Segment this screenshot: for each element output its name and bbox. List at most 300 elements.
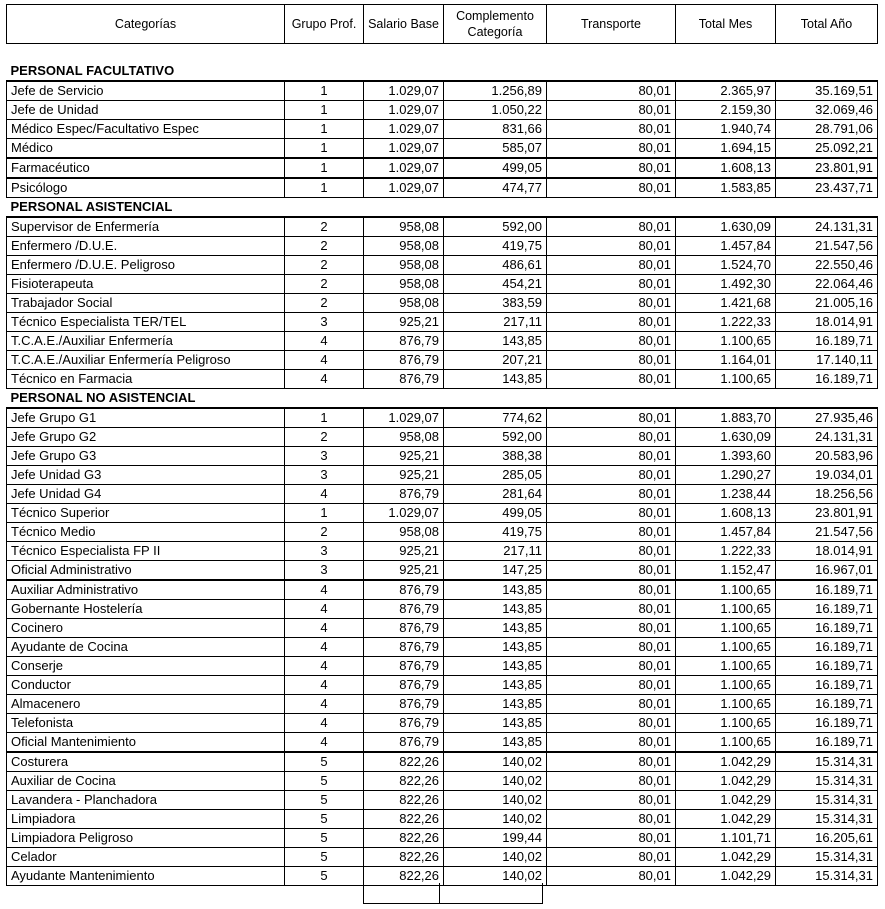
cell-total-mes: 1.101,71 (676, 829, 776, 848)
cell-salario-base: 1.029,07 (364, 120, 444, 139)
footer-complemento-cell (440, 883, 543, 904)
cell-transporte: 80,01 (547, 485, 676, 504)
table-row (7, 676, 878, 695)
salary-table-body (7, 62, 878, 886)
header-complemento-line2: Categoría (467, 25, 523, 39)
cell-total-anio: 16.189,71 (776, 370, 878, 389)
cell-complemento: 143,85 (444, 714, 547, 733)
cell-grupo: 4 (285, 332, 364, 351)
cell-total-mes: 1.222,33 (676, 313, 776, 332)
cell-total-anio: 35.169,51 (776, 81, 878, 101)
cell-grupo: 5 (285, 829, 364, 848)
cell-grupo: 4 (285, 695, 364, 714)
cell-salario-base: 822,26 (364, 829, 444, 848)
cell-grupo: 2 (285, 256, 364, 275)
cell-total-anio: 32.069,46 (776, 101, 878, 120)
cell-total-anio: 15.314,31 (776, 791, 878, 810)
cell-grupo: 4 (285, 714, 364, 733)
cell-salario-base: 822,26 (364, 810, 444, 829)
cell-salario-base: 876,79 (364, 580, 444, 600)
cell-total-anio: 19.034,01 (776, 466, 878, 485)
cell-salario-base: 876,79 (364, 676, 444, 695)
cell-salario-base: 925,21 (364, 542, 444, 561)
cell-salario-base: 958,08 (364, 428, 444, 447)
cell-grupo: 1 (285, 81, 364, 101)
cell-categoria: Enfermero /D.U.E. (7, 237, 285, 256)
cell-total-mes: 1.100,65 (676, 580, 776, 600)
cell-grupo: 4 (285, 619, 364, 638)
cell-grupo: 1 (285, 139, 364, 159)
cell-total-anio: 22.550,46 (776, 256, 878, 275)
cell-categoria: Médico (7, 139, 285, 159)
cell-transporte: 80,01 (547, 504, 676, 523)
cell-transporte: 80,01 (547, 408, 676, 428)
cell-total-anio: 18.014,91 (776, 542, 878, 561)
cell-complemento: 140,02 (444, 810, 547, 829)
cell-categoria: Jefe de Servicio (7, 81, 285, 101)
cell-total-mes: 1.222,33 (676, 542, 776, 561)
cell-grupo: 4 (285, 600, 364, 619)
header-categorias: Categorías (7, 5, 285, 44)
cell-total-anio: 16.189,71 (776, 733, 878, 753)
cell-categoria: Técnico en Farmacia (7, 370, 285, 389)
cell-salario-base: 958,08 (364, 217, 444, 237)
cell-salario-base: 876,79 (364, 695, 444, 714)
cell-categoria: Conductor (7, 676, 285, 695)
cell-salario-base: 822,26 (364, 867, 444, 886)
table-row (7, 752, 878, 772)
section-title: PERSONAL NO ASISTENCIAL (10, 390, 196, 405)
table-row (7, 313, 878, 332)
cell-transporte: 80,01 (547, 791, 676, 810)
cell-complemento: 143,85 (444, 657, 547, 676)
cell-complemento: 143,85 (444, 733, 547, 753)
cell-salario-base: 876,79 (364, 370, 444, 389)
cell-categoria: Médico Espec/Facultativo Espec (7, 120, 285, 139)
section-title: PERSONAL ASISTENCIAL (10, 199, 173, 214)
cell-grupo: 5 (285, 810, 364, 829)
cell-transporte: 80,01 (547, 332, 676, 351)
cell-total-anio: 24.131,31 (776, 428, 878, 447)
cell-grupo: 2 (285, 294, 364, 313)
cell-total-anio: 23.801,91 (776, 158, 878, 178)
cell-complemento: 217,11 (444, 313, 547, 332)
cell-categoria: Jefe Unidad G4 (7, 485, 285, 504)
cell-grupo: 3 (285, 542, 364, 561)
cell-grupo: 4 (285, 580, 364, 600)
cell-total-mes: 1.042,29 (676, 791, 776, 810)
cell-total-mes: 1.100,65 (676, 600, 776, 619)
cell-categoria: Lavandera - Planchadora (7, 791, 285, 810)
table-row (7, 580, 878, 600)
cell-categoria: Ayudante de Cocina (7, 638, 285, 657)
cell-grupo: 4 (285, 351, 364, 370)
cell-salario-base: 876,79 (364, 638, 444, 657)
cell-complemento: 383,59 (444, 294, 547, 313)
cell-total-anio: 25.092,21 (776, 139, 878, 159)
table-row (7, 256, 878, 275)
cell-total-anio: 21.547,56 (776, 237, 878, 256)
cell-total-anio: 16.189,71 (776, 332, 878, 351)
cell-complemento: 1.050,22 (444, 101, 547, 120)
cell-total-mes: 1.630,09 (676, 428, 776, 447)
cell-total-anio: 16.189,71 (776, 600, 878, 619)
cell-total-mes: 1.457,84 (676, 523, 776, 542)
cell-grupo: 4 (285, 657, 364, 676)
cell-complemento: 140,02 (444, 772, 547, 791)
cell-categoria: T.C.A.E./Auxiliar Enfermería Peligroso (7, 351, 285, 370)
cell-complemento: 454,21 (444, 275, 547, 294)
cell-transporte: 80,01 (547, 657, 676, 676)
cell-transporte: 80,01 (547, 428, 676, 447)
table-row (7, 275, 878, 294)
cell-salario-base: 958,08 (364, 237, 444, 256)
cell-grupo: 5 (285, 867, 364, 886)
cell-transporte: 80,01 (547, 81, 676, 101)
cell-total-anio: 17.140,11 (776, 351, 878, 370)
cell-total-mes: 1.608,13 (676, 504, 776, 523)
cell-salario-base: 925,21 (364, 466, 444, 485)
cell-transporte: 80,01 (547, 217, 676, 237)
cell-grupo: 3 (285, 466, 364, 485)
cell-grupo: 1 (285, 178, 364, 198)
cell-transporte: 80,01 (547, 313, 676, 332)
cell-total-mes: 1.152,47 (676, 561, 776, 581)
cell-grupo: 2 (285, 217, 364, 237)
cell-complemento: 143,85 (444, 370, 547, 389)
cell-categoria: Técnico Medio (7, 523, 285, 542)
cell-complemento: 207,21 (444, 351, 547, 370)
cell-salario-base: 876,79 (364, 332, 444, 351)
cell-salario-base: 958,08 (364, 275, 444, 294)
cell-grupo: 4 (285, 733, 364, 753)
cell-salario-base: 876,79 (364, 485, 444, 504)
cell-total-anio: 18.256,56 (776, 485, 878, 504)
cell-total-anio: 15.314,31 (776, 752, 878, 772)
cell-categoria: Limpiadora Peligroso (7, 829, 285, 848)
cell-transporte: 80,01 (547, 447, 676, 466)
table-row (7, 714, 878, 733)
cell-total-mes: 1.524,70 (676, 256, 776, 275)
cell-transporte: 80,01 (547, 370, 676, 389)
cell-complemento: 419,75 (444, 523, 547, 542)
cell-categoria: Jefe Grupo G3 (7, 447, 285, 466)
cell-salario-base: 1.029,07 (364, 158, 444, 178)
cell-total-anio: 23.437,71 (776, 178, 878, 198)
cell-total-mes: 1.940,74 (676, 120, 776, 139)
table-row (7, 733, 878, 753)
table-row (7, 791, 878, 810)
table-row (7, 466, 878, 485)
cell-total-mes: 1.042,29 (676, 752, 776, 772)
cell-complemento: 774,62 (444, 408, 547, 428)
cell-total-anio: 15.314,31 (776, 848, 878, 867)
table-row (7, 217, 878, 237)
cell-salario-base: 1.029,07 (364, 101, 444, 120)
table-row (7, 523, 878, 542)
cell-grupo: 5 (285, 848, 364, 867)
cell-categoria: Telefonista (7, 714, 285, 733)
cell-total-anio: 21.005,16 (776, 294, 878, 313)
cell-transporte: 80,01 (547, 714, 676, 733)
cell-categoria: Psicólogo (7, 178, 285, 198)
cell-transporte: 80,01 (547, 294, 676, 313)
cell-salario-base: 925,21 (364, 313, 444, 332)
header-complemento-categoria (444, 5, 547, 44)
cell-total-mes: 2.365,97 (676, 81, 776, 101)
cell-transporte: 80,01 (547, 638, 676, 657)
cell-salario-base: 876,79 (364, 600, 444, 619)
cell-total-anio: 16.205,61 (776, 829, 878, 848)
cell-complemento: 592,00 (444, 428, 547, 447)
table-row (7, 332, 878, 351)
cell-transporte: 80,01 (547, 733, 676, 753)
cell-complemento: 499,05 (444, 504, 547, 523)
cell-grupo: 1 (285, 408, 364, 428)
cell-transporte: 80,01 (547, 158, 676, 178)
cell-salario-base: 822,26 (364, 752, 444, 772)
cell-complemento: 1.256,89 (444, 81, 547, 101)
table-row (7, 428, 878, 447)
cell-transporte: 80,01 (547, 120, 676, 139)
cell-grupo: 3 (285, 447, 364, 466)
cell-categoria: Técnico Especialista FP II (7, 542, 285, 561)
cell-transporte: 80,01 (547, 101, 676, 120)
cell-total-mes: 1.608,13 (676, 158, 776, 178)
cell-categoria: Jefe Unidad G3 (7, 466, 285, 485)
cell-categoria: Celador (7, 848, 285, 867)
cell-total-anio: 22.064,46 (776, 275, 878, 294)
cell-transporte: 80,01 (547, 695, 676, 714)
cell-total-mes: 1.164,01 (676, 351, 776, 370)
cell-categoria: Supervisor de Enfermería (7, 217, 285, 237)
cell-complemento: 217,11 (444, 542, 547, 561)
cell-total-mes: 1.290,27 (676, 466, 776, 485)
cell-transporte: 80,01 (547, 619, 676, 638)
cell-complemento: 147,25 (444, 561, 547, 581)
cell-total-mes: 1.100,65 (676, 370, 776, 389)
section-title: PERSONAL FACULTATIVO (10, 63, 175, 78)
section-header-row (7, 389, 878, 409)
cell-grupo: 4 (285, 485, 364, 504)
cell-transporte: 80,01 (547, 829, 676, 848)
table-row (7, 810, 878, 829)
cell-complemento: 592,00 (444, 217, 547, 237)
table-row (7, 158, 878, 178)
cell-total-anio: 16.189,71 (776, 714, 878, 733)
table-row (7, 829, 878, 848)
cell-complemento: 419,75 (444, 237, 547, 256)
table-row (7, 600, 878, 619)
cell-salario-base: 958,08 (364, 294, 444, 313)
cell-total-anio: 28.791,06 (776, 120, 878, 139)
cell-transporte: 80,01 (547, 275, 676, 294)
cell-complemento: 143,85 (444, 676, 547, 695)
cell-categoria: Costurera (7, 752, 285, 772)
cell-total-anio: 15.314,31 (776, 810, 878, 829)
table-row (7, 772, 878, 791)
cell-salario-base: 958,08 (364, 523, 444, 542)
cell-complemento: 281,64 (444, 485, 547, 504)
cell-transporte: 80,01 (547, 676, 676, 695)
cell-total-anio: 16.189,71 (776, 676, 878, 695)
cell-complemento: 199,44 (444, 829, 547, 848)
cell-transporte: 80,01 (547, 772, 676, 791)
cell-complemento: 143,85 (444, 580, 547, 600)
cell-total-mes: 1.393,60 (676, 447, 776, 466)
cell-total-anio: 18.014,91 (776, 313, 878, 332)
cell-categoria: T.C.A.E./Auxiliar Enfermería (7, 332, 285, 351)
cell-transporte: 80,01 (547, 561, 676, 581)
cell-total-anio: 16.189,71 (776, 695, 878, 714)
cell-complemento: 140,02 (444, 867, 547, 886)
table-row (7, 638, 878, 657)
cell-total-mes: 1.100,65 (676, 619, 776, 638)
cell-grupo: 1 (285, 158, 364, 178)
cell-complemento: 388,38 (444, 447, 547, 466)
table-row (7, 370, 878, 389)
cell-total-anio: 15.314,31 (776, 772, 878, 791)
cell-complemento: 285,05 (444, 466, 547, 485)
table-row (7, 848, 878, 867)
cell-grupo: 5 (285, 772, 364, 791)
table-row (7, 619, 878, 638)
cell-categoria: Trabajador Social (7, 294, 285, 313)
cell-transporte: 80,01 (547, 466, 676, 485)
cell-total-mes: 1.421,68 (676, 294, 776, 313)
cell-categoria: Jefe de Unidad (7, 101, 285, 120)
cell-categoria: Fisioterapeuta (7, 275, 285, 294)
cell-transporte: 80,01 (547, 256, 676, 275)
section-header-row (7, 198, 878, 218)
table-row (7, 139, 878, 159)
cell-transporte: 80,01 (547, 600, 676, 619)
cell-salario-base: 822,26 (364, 848, 444, 867)
cell-categoria: Conserje (7, 657, 285, 676)
cell-complemento: 474,77 (444, 178, 547, 198)
table-row (7, 485, 878, 504)
cell-salario-base: 925,21 (364, 561, 444, 581)
cell-total-anio: 16.189,71 (776, 638, 878, 657)
cell-total-anio: 15.314,31 (776, 867, 878, 886)
cell-salario-base: 822,26 (364, 772, 444, 791)
table-row (7, 294, 878, 313)
header-complemento-line1: Complemento (456, 9, 534, 23)
cell-complemento: 140,02 (444, 752, 547, 772)
cell-salario-base: 876,79 (364, 657, 444, 676)
cell-salario-base: 876,79 (364, 714, 444, 733)
salary-table (6, 62, 878, 886)
table-row (7, 695, 878, 714)
cell-total-anio: 16.967,01 (776, 561, 878, 581)
header-grupo-prof: Grupo Prof. (285, 5, 364, 44)
cell-transporte: 80,01 (547, 351, 676, 370)
cell-transporte: 80,01 (547, 580, 676, 600)
cell-total-mes: 1.100,65 (676, 676, 776, 695)
cell-categoria: Enfermero /D.U.E. Peligroso (7, 256, 285, 275)
cell-categoria: Técnico Especialista TER/TEL (7, 313, 285, 332)
table-row (7, 237, 878, 256)
cell-categoria: Técnico Superior (7, 504, 285, 523)
cell-categoria: Ayudante Mantenimiento (7, 867, 285, 886)
header-transporte: Transporte (547, 5, 676, 44)
cell-total-mes: 1.492,30 (676, 275, 776, 294)
cell-total-anio: 16.189,71 (776, 619, 878, 638)
cell-total-mes: 1.100,65 (676, 714, 776, 733)
table-row (7, 657, 878, 676)
cell-transporte: 80,01 (547, 139, 676, 159)
salary-table-header (6, 4, 878, 44)
cell-categoria: Cocinero (7, 619, 285, 638)
cell-total-mes: 1.042,29 (676, 772, 776, 791)
cell-complemento: 143,85 (444, 600, 547, 619)
cell-categoria: Auxiliar Administrativo (7, 580, 285, 600)
cell-transporte: 80,01 (547, 867, 676, 886)
cell-total-mes: 1.100,65 (676, 638, 776, 657)
cell-complemento: 831,66 (444, 120, 547, 139)
cell-salario-base: 1.029,07 (364, 408, 444, 428)
cell-total-mes: 2.159,30 (676, 101, 776, 120)
cell-grupo: 1 (285, 101, 364, 120)
cell-total-mes: 1.100,65 (676, 695, 776, 714)
cell-grupo: 2 (285, 275, 364, 294)
table-row (7, 561, 878, 581)
cell-complemento: 585,07 (444, 139, 547, 159)
cell-grupo: 2 (285, 428, 364, 447)
cell-salario-base: 822,26 (364, 791, 444, 810)
cell-grupo: 1 (285, 120, 364, 139)
cell-transporte: 80,01 (547, 752, 676, 772)
cell-categoria: Gobernante Hostelería (7, 600, 285, 619)
table-row (7, 542, 878, 561)
cell-total-mes: 1.238,44 (676, 485, 776, 504)
cell-categoria: Oficial Administrativo (7, 561, 285, 581)
cell-complemento: 140,02 (444, 791, 547, 810)
cell-salario-base: 876,79 (364, 733, 444, 753)
header-salario-base: Salario Base (364, 5, 444, 44)
cell-salario-base: 876,79 (364, 351, 444, 370)
cell-grupo: 5 (285, 791, 364, 810)
cell-transporte: 80,01 (547, 178, 676, 198)
header-total-mes: Total Mes (676, 5, 776, 44)
cell-total-mes: 1.042,29 (676, 810, 776, 829)
cell-grupo: 1 (285, 504, 364, 523)
table-row (7, 351, 878, 370)
table-row (7, 447, 878, 466)
cell-transporte: 80,01 (547, 848, 676, 867)
cell-complemento: 140,02 (444, 848, 547, 867)
cell-transporte: 80,01 (547, 523, 676, 542)
cell-total-mes: 1.100,65 (676, 332, 776, 351)
cell-total-anio: 24.131,31 (776, 217, 878, 237)
cell-salario-base: 1.029,07 (364, 178, 444, 198)
cell-total-anio: 21.547,56 (776, 523, 878, 542)
cell-total-anio: 20.583,96 (776, 447, 878, 466)
table-row (7, 178, 878, 198)
cell-complemento: 499,05 (444, 158, 547, 178)
section-header-row (7, 62, 878, 81)
cell-total-anio: 27.935,46 (776, 408, 878, 428)
cell-total-mes: 1.694,15 (676, 139, 776, 159)
cell-total-mes: 1.630,09 (676, 217, 776, 237)
table-row (7, 101, 878, 120)
cell-transporte: 80,01 (547, 810, 676, 829)
footer-salario-cell (364, 883, 440, 904)
cell-complemento: 486,61 (444, 256, 547, 275)
cell-salario-base: 1.029,07 (364, 504, 444, 523)
cell-transporte: 80,01 (547, 237, 676, 256)
cell-categoria: Almacenero (7, 695, 285, 714)
